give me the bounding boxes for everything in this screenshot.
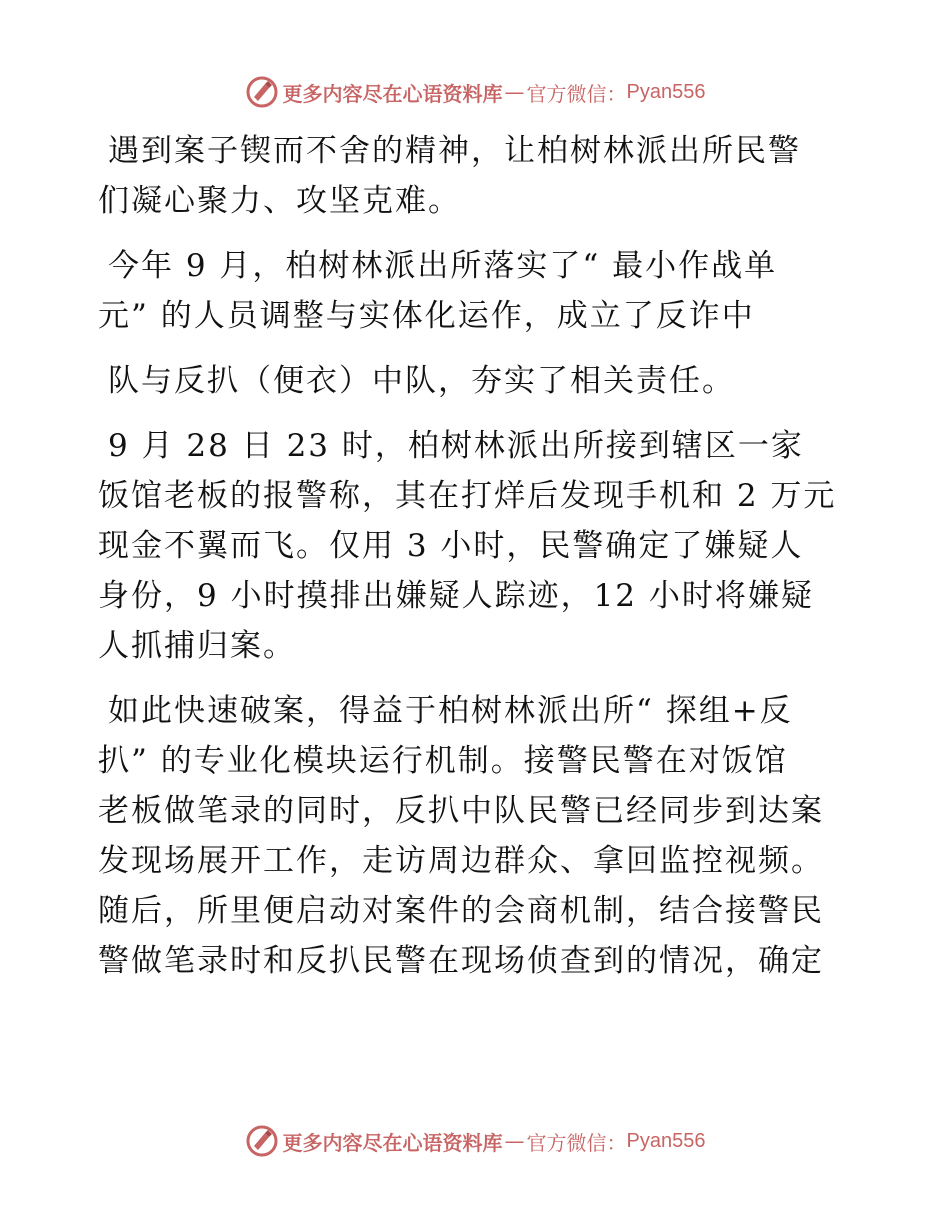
watermark-wechat-id: Pyan556 — [626, 80, 706, 103]
text-line: 随后，所里便启动对案件的会商机制，结合接警民 — [98, 893, 824, 929]
watermark-separator: — — [504, 80, 525, 104]
watermark-separator: — — [504, 1129, 525, 1153]
watermark-text: 更多内容尽在心语资料库 — [282, 81, 503, 106]
watermark-wechat-id: Pyan556 — [626, 1129, 706, 1152]
text-line: 们凝心聚力、攻坚克难。 — [98, 183, 461, 219]
text-line: 饭馆老板的报警称，其在打烊后发现手机和 2 万元 — [98, 478, 837, 514]
text-line: 队与反扒（便衣）中队，夯实了相关责任。 — [108, 363, 735, 399]
text-line: 老板做笔录的同时，反扒中队民警已经同步到达案 — [98, 793, 824, 829]
text-line: 人抓捕归案。 — [98, 628, 296, 664]
header-watermark — [0, 72, 950, 112]
text-line: 如此快速破案，得益于柏树林派出所“ 探组+反 — [108, 693, 793, 729]
text-line: 今年 9 月，柏树林派出所落实了“ 最小作战单 — [108, 248, 778, 284]
text-line: 元” 的人员调整与实体化运作，成立了反诈中 — [98, 298, 755, 334]
text-line: 身份，9 小时摸排出嫌疑人踪迹，12 小时将嫌疑 — [98, 578, 814, 614]
paragraph-3 — [98, 356, 868, 406]
text-line: 9 月 28 日 23 时，柏树林派出所接到辖区一家 — [108, 428, 804, 464]
watermark-official-label: 官方微信： — [526, 81, 627, 106]
watermark-official-label: 官方微信： — [526, 1130, 627, 1155]
watermark-text: 更多内容尽在心语资料库 — [282, 1130, 503, 1155]
paragraph-2 — [98, 241, 868, 341]
document-body — [98, 126, 868, 986]
text-line: 现金不翼而飞。仅用 3 小时，民警确定了嫌疑人 — [98, 528, 804, 564]
brand-logo-icon — [245, 75, 279, 109]
paragraph-1 — [98, 126, 868, 226]
footer-watermark — [0, 1121, 950, 1161]
brand-logo-icon — [245, 1124, 279, 1158]
text-line: 警做笔录时和反扒民警在现场侦查到的情况，确定 — [98, 943, 824, 979]
paragraph-5 — [98, 686, 868, 986]
paragraph-4 — [98, 421, 868, 671]
text-line: 扒” 的专业化模块运行机制。接警民警在对饭馆 — [98, 743, 788, 779]
text-line: 遇到案子锲而不舍的精神，让柏树林派出所民警 — [108, 133, 801, 169]
text-line: 发现场展开工作，走访周边群众、拿回监控视频。 — [98, 843, 824, 879]
